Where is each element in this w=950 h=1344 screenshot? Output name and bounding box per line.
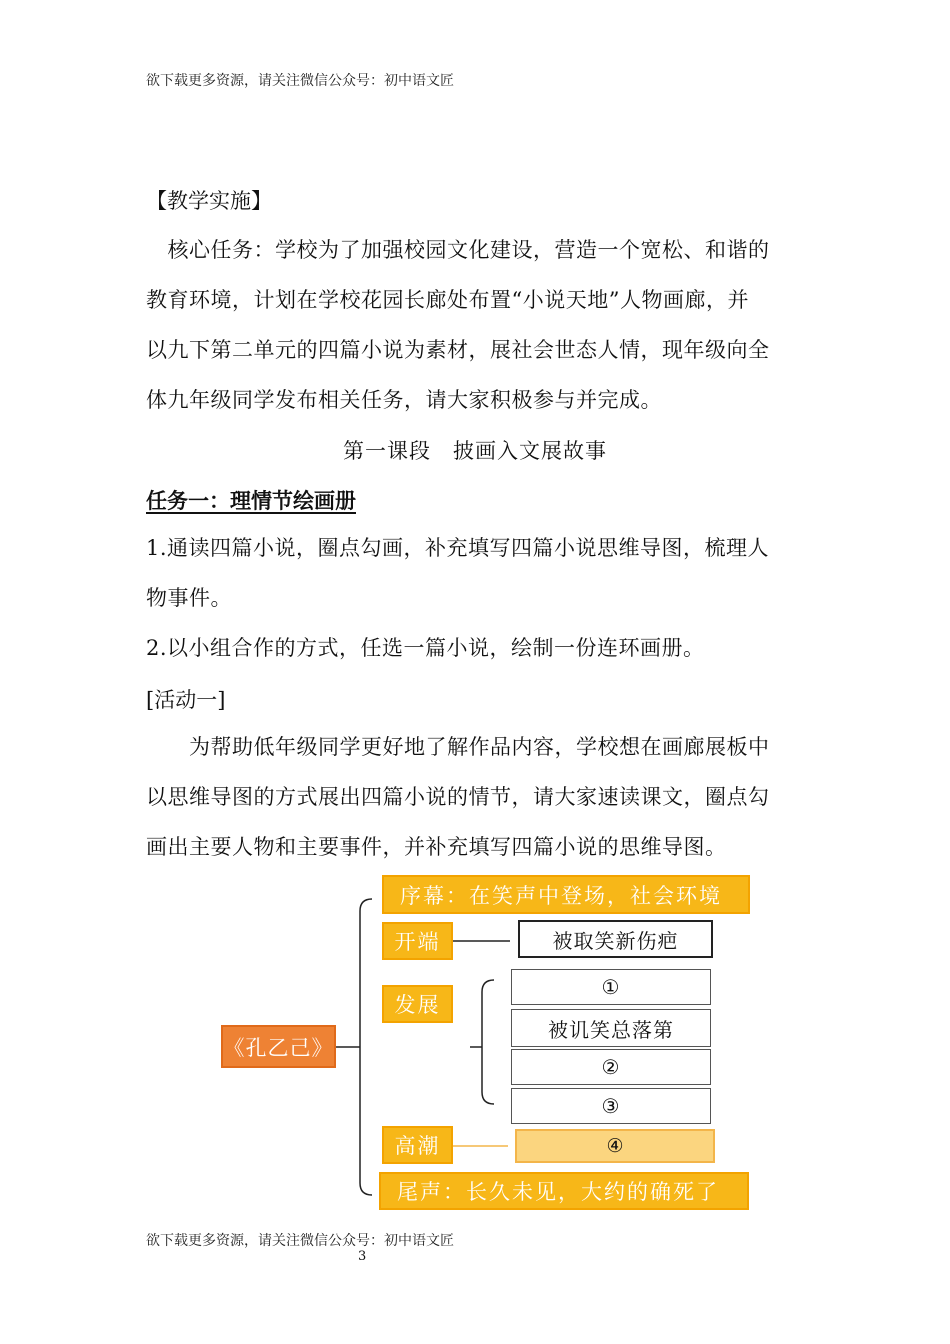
- section-heading: 【教学实施】: [146, 189, 272, 213]
- page-header: 欲下载更多资源，请关注微信公众号：初中语文匠: [146, 73, 454, 89]
- task-item-line: 2.以小组合作的方式，任选一篇小说，绘制一份连环画册。: [146, 636, 705, 660]
- core-task-line: 体九年级同学发布相关任务，请大家积极参与并完成。: [146, 388, 662, 412]
- mindmap-root: 《孔乙己》: [221, 1025, 336, 1068]
- development-item-4: ③: [511, 1088, 711, 1124]
- task-item-line: 物事件。: [146, 586, 232, 610]
- core-task-line: 以九下第二单元的四篇小说为素材，展社会世态人情，现年级向全: [146, 338, 770, 362]
- epilogue-box: 尾声：长久未见，大约的确死了: [379, 1172, 749, 1210]
- development-item-1: ①: [511, 969, 711, 1005]
- core-task-line: 教育环境，计划在学校花园长廊处布置“小说天地”人物画廊，并: [146, 288, 749, 312]
- climax-label: 高潮: [382, 1126, 453, 1164]
- climax-item-box: ④: [515, 1129, 715, 1163]
- task-title: 任务一：理情节绘画册: [146, 488, 356, 513]
- page-footer: 欲下载更多资源，请关注微信公众号：初中语文匠: [146, 1233, 454, 1249]
- activity-line: 以思维导图的方式展出四篇小说的情节，请大家速读课文，圈点勾: [146, 785, 770, 809]
- stage-title: 第一课段 披画入文展故事: [343, 439, 607, 463]
- prologue-box: 序幕：在笑声中登场，社会环境: [382, 875, 750, 914]
- page-number: 3: [358, 1249, 367, 1264]
- development-item-2: 被讥笑总落第: [511, 1009, 711, 1047]
- activity-label: [活动一]: [146, 688, 226, 712]
- start-label: 开端: [382, 922, 453, 960]
- start-event-box: 被取笑新伤疤: [518, 920, 713, 958]
- activity-line: 为帮助低年级同学更好地了解作品内容，学校想在画廊展板中: [146, 735, 770, 759]
- activity-line: 画出主要人物和主要事件，并补充填写四篇小说的思维导图。: [146, 835, 727, 859]
- task-item-line: 1.通读四篇小说，圈点勾画，补充填写四篇小说思维导图，梳理人: [146, 536, 770, 560]
- development-label: 发展: [382, 985, 453, 1023]
- development-item-3: ②: [511, 1049, 711, 1085]
- core-task-line: 核心任务：学校为了加强校园文化建设，营造一个宽松、和谐的: [146, 238, 770, 262]
